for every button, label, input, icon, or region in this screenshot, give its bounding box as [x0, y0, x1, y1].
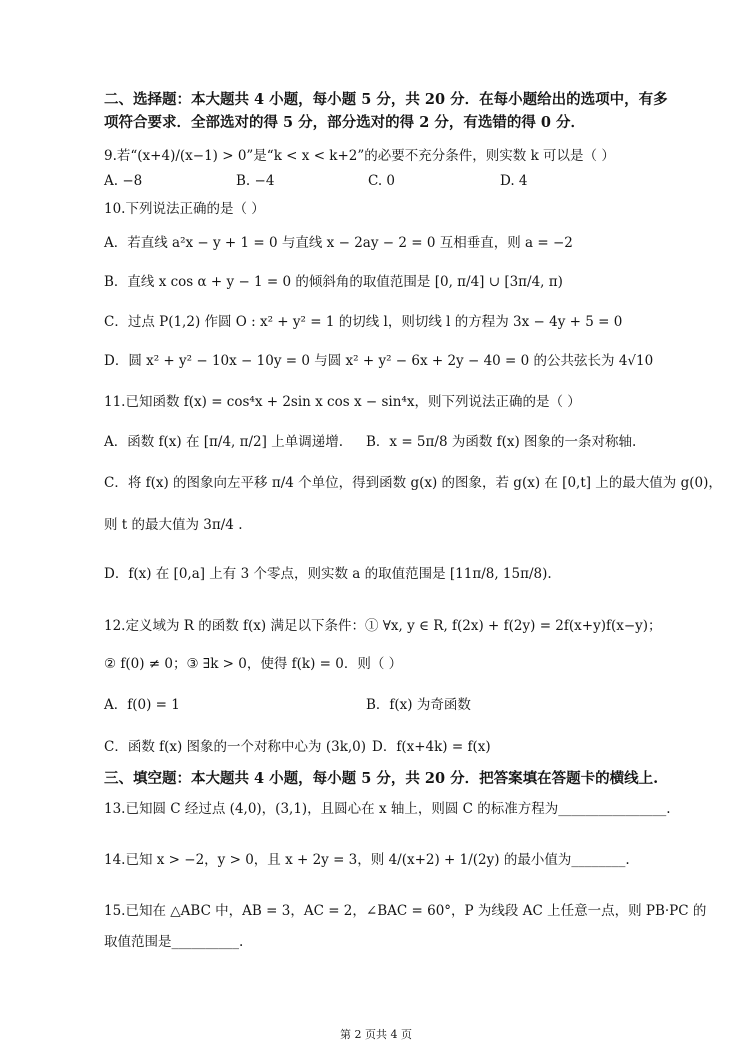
q12-option-d: D．f(x+4k) = f(x) — [372, 739, 491, 755]
q14-stem: 14.已知 x > −2，y > 0，且 x + 2y = 3，则 4/(x+2) + 1/(2y) 的最小值为________. — [104, 852, 630, 868]
q15-stem-line1: 15.已知在 △ABC 中，AB = 3，AC = 2，∠BAC = 60°，P 为线段 AC 上任意一点，则 PB·PC 的 — [104, 903, 707, 919]
q12-option-c: C．函数 f(x) 图象的一个对称中心为 (3k,0) — [104, 739, 367, 755]
q15-stem-line2: 取值范围是__________. — [104, 934, 244, 950]
q12-stem-line1: 12.定义域为 R 的函数 f(x) 满足以下条件：① ∀x, y ∈ R, f(2x) + f(2y) = 2f(x+y)f(x−y)； — [104, 618, 662, 634]
q12-options-ab — [104, 693, 704, 713]
q11-option-d: D．f(x) 在 [0,a] 上有 3 个零点，则实数 a 的取值范围是 [11π/8, 15π/8). — [104, 566, 552, 582]
page-footer: 第 2 页共 4 页 — [340, 1028, 412, 1041]
q10-stem: 10.下列说法正确的是（ ） — [104, 201, 265, 217]
q11-stem: 11.已知函数 f(x) = cos⁴x + 2sin x cos x − sin⁴x，则下列说法正确的是（ ） — [104, 394, 581, 410]
q10-option-c: C．过点 P(1,2) 作圆 O : x² + y² = 1 的切线 l，则切线 l 的方程为 3x − 4y + 5 = 0 — [104, 314, 623, 330]
q12-option-a: A．f(0) = 1 — [104, 697, 180, 713]
q11-option-c-line2: 则 t 的最大值为 3π/4 . — [104, 517, 243, 533]
q9-options — [104, 173, 704, 189]
q11-options-ab — [104, 430, 704, 450]
q9-option-c: C. 0 — [368, 173, 396, 189]
q12-option-b: B．f(x) 为奇函数 — [366, 697, 471, 713]
q11-option-c-line1: C．将 f(x) 的图象向左平移 π/4 个单位，得到函数 g(x) 的图象，若 g(x) 在 [0,t] 上的最大值为 g(0)， — [104, 475, 722, 491]
q10-option-d: D．圆 x² + y² − 10x − 10y = 0 与圆 x² + y² − 6x + 2y − 40 = 0 的公共弦长为 4√10 — [104, 353, 654, 369]
q10-option-a: A．若直线 a²x − y + 1 = 0 与直线 x − 2ay − 2 = 0 互相垂直，则 a = −2 — [104, 235, 573, 251]
q10-option-b: B．直线 x cos α + y − 1 = 0 的倾斜角的取值范围是 [0, π/4] ∪ [3π/4, π) — [104, 274, 563, 290]
q11-option-a: A．函数 f(x) 在 [π/4, π/2] 上单调递增. — [104, 434, 343, 450]
q9-option-a: A. −8 — [104, 173, 143, 189]
q9-option-d: D. 4 — [500, 173, 528, 189]
q12-options-cd — [104, 735, 704, 755]
q13-stem: 13.已知圆 C 经过点 (4,0)，(3,1)，且圆心在 x 轴上，则圆 C 的标准方程为________________. — [104, 801, 671, 817]
section3-heading: 三、填空题：本大题共 4 小题，每小题 5 分，共 20 分．把答案填在答题卡的横线上. — [104, 770, 659, 787]
section2-heading-line1: 二、选择题：本大题共 4 小题，每小题 5 分，共 20 分．在每小题给出的选项中，有多 — [104, 91, 668, 108]
q9-option-b: B. −4 — [236, 173, 275, 189]
q9-stem: 9.若“(x+4)/(x−1) > 0”是“k < x < k+2”的必要不充分条件，则实数 k 可以是（ ） — [104, 148, 615, 164]
section2-heading-line2: 项符合要求．全部选对的得 5 分，部分选对的得 2 分，有选错的得 0 分． — [104, 114, 586, 131]
q11-option-b: B．x = 5π/8 为函数 f(x) 图象的一条对称轴. — [366, 434, 637, 450]
q12-stem-line2: ② f(0) ≠ 0；③ ∃k > 0，使得 f(k) = 0．则（ ） — [104, 656, 403, 672]
